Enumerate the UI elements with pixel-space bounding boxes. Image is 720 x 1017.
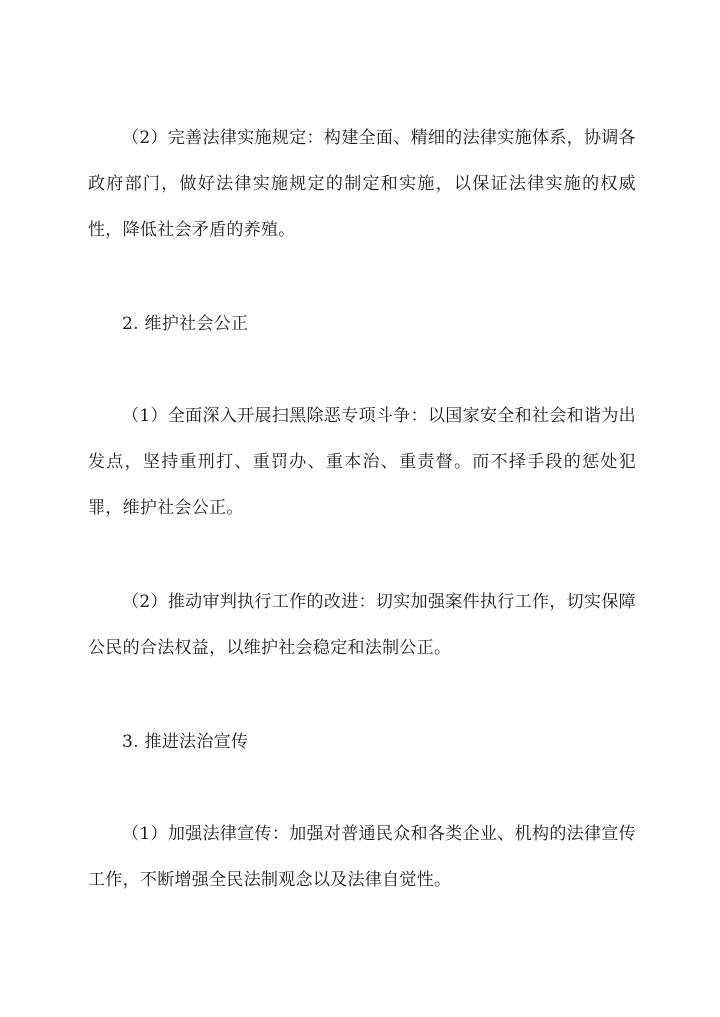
paragraph-legal-implementation: （2）完善法律实施规定：构建全面、精细的法律实施体系，协调各政府部门，做好法律实施规定的制定和实施，以保证法律实施的权威性，降低社会矛盾的养殖。	[88, 128, 636, 240]
paragraph-legal-publicity: （1）加强法律宣传：加强对普通民众和各类企业、机构的法律宣传工作，不断增强全民法制观念以及法律自觉性。	[88, 824, 636, 890]
section-heading-social-justice: 2. 维护社会公正	[122, 314, 249, 334]
paragraph-anti-crime-campaign: （1）全面深入开展扫黑除恶专项斗争：以国家安全和社会和谐为出发点，坚持重刑打、重罚办、重本治、重责督。而不择手段的惩处犯罪，维护社会公正。	[88, 406, 636, 518]
paragraph-judicial-enforcement: （2）推动审判执行工作的改进：切实加强案件执行工作，切实保障公民的合法权益，以维护社会稳定和法制公正。	[88, 592, 636, 658]
section-heading-legal-publicity: 3. 推进法治宣传	[122, 732, 249, 752]
